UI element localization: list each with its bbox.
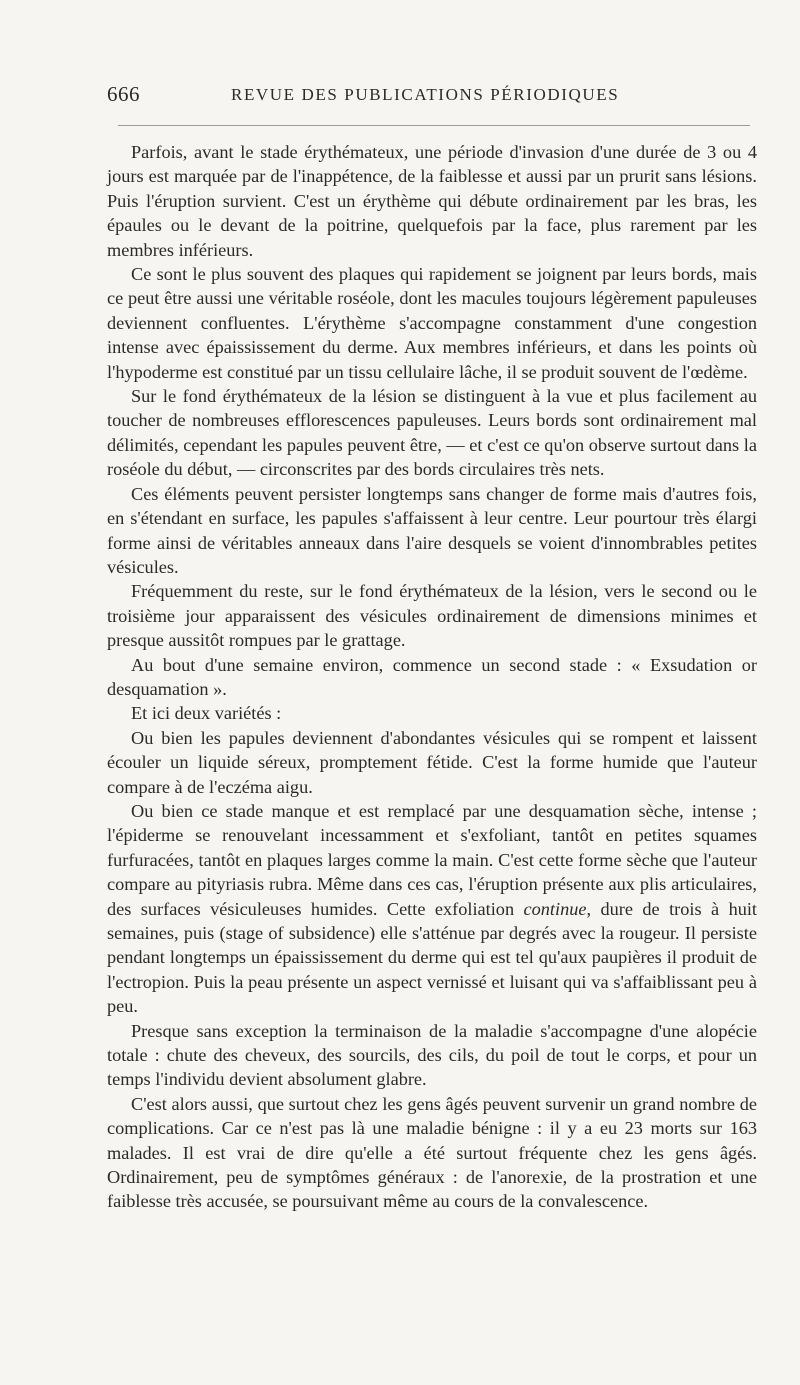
paragraph: Sur le fond érythémateux de la lésion se distinguent à la vue et plus facilement au toucher de nombreuses efflorescences papuleuses. Leurs bords sont ordinairement mal délimités, cependant les papules peuvent être, — et c'est ce qu'on observe surtout dans la roséole du début, — circonscrites par des bords circulaires très nets. [107, 386, 757, 480]
paragraph: Fréquemment du reste, sur le fond érythémateux de la lésion, vers le second ou le troisième jour apparaissent des vésicules ordinairement de dimensions minimes et presque aussitôt rompues par le grattage. [107, 581, 757, 651]
paragraph: Au bout d'une semaine environ, commence un second stade : « Exsudation or desquamation ». [107, 654, 757, 699]
paragraph: Ce sont le plus souvent des plaques qui rapidement se joignent par leurs bords, mais ce peut être aussi une véritable roséole, dont les macules toujours légèrement papuleuses deviennent confluentes. L'érythème s'accompagne constamment d'une congestion intense avec épaississement du derme. Aux membres inférieurs, et dans les points où l'hypoderme est constitué par un tissu cellulaire lâche, il se produit souvent de l'œdème. [107, 264, 757, 382]
article-body [107, 140, 757, 1214]
italic-term: continue [523, 898, 587, 919]
paragraph: Et ici deux variétés : [131, 703, 282, 724]
header-rule [118, 125, 750, 126]
page-number: 666 [107, 82, 140, 106]
paragraph: Parfois, avant le stade érythémateux, une période d'invasion d'une durée de 3 ou 4 jours est marquée par de l'inappétence, de la faiblesse et aussi par un prurit sans lésions. Puis l'éruption survient. C'est un érythème qui débute ordinairement par les bras, les épaules ou le devant de la poitrine, quelquefois par la face, plus rarement par les membres inférieurs. [107, 142, 757, 260]
paragraph-text: Ou bien ce stade manque et est remplacé par une desquamation sèche, intense ; l'épiderme se renouvelant incessamment et s'exfoliant, tantôt en petites squames furfuracées, tantôt en plaques larges comme la main. C'est cette forme sèche que l'auteur compare au pityriasis rubra. Même dans ces cas, l'éruption présente aux plis articulaires, des surfaces vésiculeuses humides. Cette exfoliation [107, 800, 757, 919]
running-title: REVUE DES PUBLICATIONS PÉRIODIQUES [231, 85, 620, 104]
paragraph: Presque sans exception la terminaison de la maladie s'accompagne d'une alopécie totale : chute des cheveux, des sourcils, des cils, du poil de tout le corps, et pour un temps l'individu devient absolument glabre. [107, 1020, 757, 1090]
paragraph-text: , dure de trois à huit semaines, puis (stage of subsidence) elle s'atténue par degrés avec la rougeur. Il persiste pendant longtemps un épaississement du derme qui est tel qu'aux paupières il produit de l'ectropion. Puis la peau présente un aspect vernissé et luisant qui va s'affaiblissant peu à peu. [107, 898, 758, 1017]
page-header [107, 82, 757, 112]
paragraph-exfoliation [107, 799, 757, 1019]
paragraph: Ou bien les papules deviennent d'abondantes vésicules qui se rompent et laissent écouler un liquide séreux, promptement fétide. C'est la forme humide que l'auteur compare à de l'eczéma aigu. [107, 727, 757, 797]
paragraph: C'est alors aussi, que surtout chez les gens âgés peuvent survenir un grand nombre de complications. Car ce n'est pas là une maladie bénigne : il y a eu 23 morts sur 163 malades. Il est vrai de dire qu'elle a été surtout fréquente chez les gens âgés. Ordinairement, peu de symptômes généraux : de l'anorexie, de la prostration et une faiblesse très accusée, se poursuivant même au cours de la convalescence. [107, 1093, 757, 1212]
paragraph: Ces éléments peuvent persister longtemps sans changer de forme mais d'autres fois, en s'étendant en surface, les papules s'affaissent à leur centre. Leur pourtour très élargi forme ainsi de véritables anneaux dans l'aire desquels se voient d'innombrables petites vésicules. [107, 483, 757, 577]
